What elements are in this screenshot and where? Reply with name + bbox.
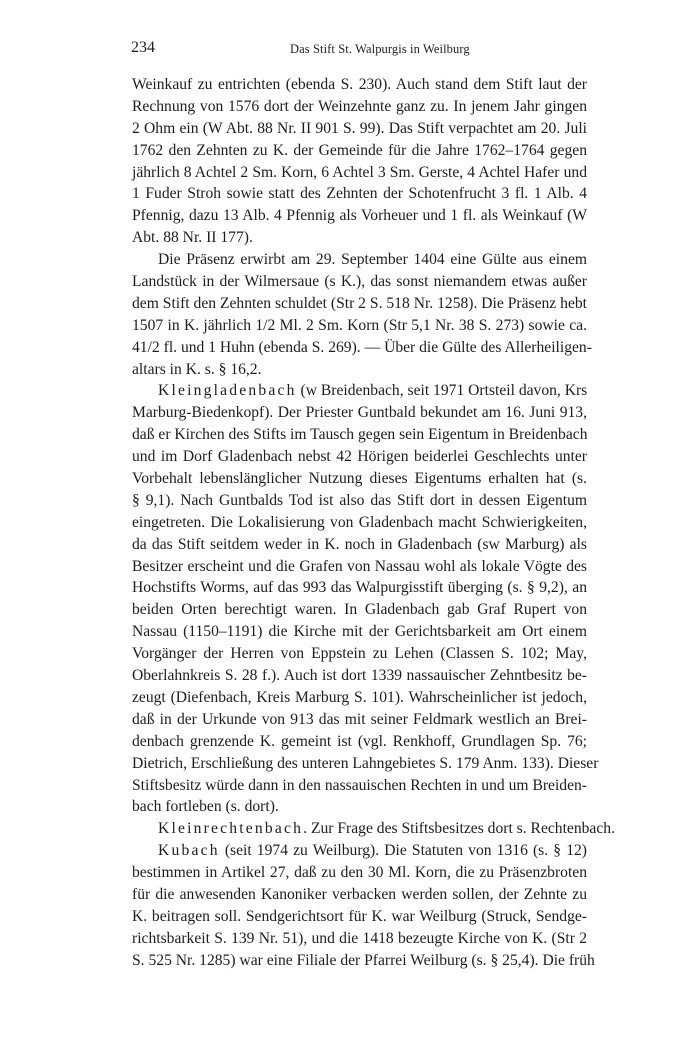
text-line: jährlich 8 Achtel 2 Sm. Korn, 6 Achtel 3 Sm. Gerste, 4 Achtel Hafer und: [132, 163, 587, 181]
text-line: und im Dorf Gladenbach nebst 42 Hörigen beiderlei Geschlechts unter: [132, 448, 587, 466]
text-line: dem Stift den Zehnten schuldet (Str 2 S. 518 Nr. 1258). Die Präsenz hebt: [132, 294, 587, 312]
text-line: [132, 818, 615, 840]
text-line: Vorbehalt lebenslänglicher Nutzung dieses Eigentums erhalten hat (s.: [132, 470, 587, 488]
text-line: eingetreten. Die Lokalisierung von Gladenbach macht Schwierigkeiten,: [132, 513, 587, 531]
text-line: daß in der Urkunde von 913 das mit seiner Feldmark westlich an Brei-: [132, 710, 587, 728]
text-line: da das Stift seitdem weder in K. noch in Gladenbach (sw Marburg) als: [132, 535, 587, 553]
text-line: zeugt (Diefenbach, Kreis Marburg S. 101). Wahrscheinlicher ist jedoch,: [132, 688, 587, 706]
text-line: 1 Fuder Stroh sowie statt des Zehnten der Schotenfrucht 3 fl. 1 Alb. 4: [132, 185, 587, 203]
text-line: Marburg-Biedenkopf). Der Priester Guntbald bekundet am 16. Juni 913,: [132, 404, 587, 422]
place-name: Kleingladenbach: [158, 382, 297, 400]
text-line: Weinkauf zu entrichten (ebenda S. 230). Auch stand dem Stift laut der: [132, 76, 587, 93]
text-line: daß er Kirchen des Stifts im Tausch gegen sein Eigentum in Breidenbach: [132, 426, 588, 444]
text-line: bestimmen in Artikel 27, daß zu den 30 Ml. Korn, die zu Präsenzbroten: [132, 864, 587, 882]
text-line: [132, 840, 587, 862]
text-line: altars in K. s. § 16,2.: [132, 360, 262, 378]
running-head: Das Stift St. Walpurgis in Weilburg: [290, 42, 470, 56]
text-line: Dietrich, Erschließung des unteren Lahngebietes S. 179 Anm. 133). Dieser: [132, 754, 599, 772]
text-line: 41/2 fl. und 1 Huhn (ebenda S. 269). — Über die Gülte des Allerheiligen-: [132, 338, 592, 356]
text-line: richtsbarkeit S. 139 Nr. 51), und die 1418 bezeugte Kirche von K. (Str 2: [132, 929, 587, 947]
text-line: Stiftsbesitz würde dann in den nassauischen Rechten in und um Breiden-: [132, 776, 587, 794]
text-line: beiden Orten berechtigt waren. In Gladenbach gab Graf Rupert von: [132, 601, 587, 619]
text-run: . Zur Frage des Stiftsbesitzes dort s. Rechtenbach.: [303, 820, 615, 838]
text-line: Die Präsenz erwirbt am 29. September 1404 eine Gülte aus einem: [158, 251, 587, 269]
text-line: 1507 in K. jährlich 1/2 Ml. 2 Sm. Korn (Str 5,1 Nr. 38 S. 273) sowie ca.: [132, 316, 587, 334]
text-line: denbach grenzende K. gemeint ist (vgl. Renkhoff, Grundlagen Sp. 76;: [132, 732, 587, 750]
body-text: [132, 74, 615, 972]
text-line: S. 525 Nr. 1285) war eine Filiale der Pfarrei Weilburg (s. § 25,4). Die früh: [132, 951, 595, 969]
text-line: Besitzer erscheint und die Grafen von Nassau wohl als lokale Vögte des: [132, 557, 587, 575]
place-name: Kleinrechtenbach: [158, 820, 304, 838]
text-line: Rechnung von 1576 dort der Weinzehnte ganz zu. In jenem Jahr gingen: [132, 97, 587, 115]
text-line: K. beitragen soll. Sendgerichtsort für K. war Weilburg (Struck, Sendge-: [132, 907, 587, 925]
text-line: 1762 den Zehnten zu K. der Gemeinde für die Jahre 1762–1764 gegen: [132, 141, 587, 159]
text-line: Landstück in der Wilmersaue (s K.), das sonst niemandem etwas außer: [132, 273, 587, 291]
text-line: für die anwesenden Kanoniker verbacken werden sollen, der Zehnte zu: [132, 885, 587, 903]
text-line: Abt. 88 Nr. II 177).: [132, 229, 253, 247]
text-line: Hochstifts Worms, auf das 993 das Walpurgisstift überging (s. § 9,2), an: [132, 579, 587, 597]
place-name: Kubach: [158, 842, 220, 860]
page-number: 234: [131, 39, 155, 56]
text-line: [132, 380, 587, 402]
text-run: (seit 1974 zu Weilburg). Die Statuten von 1316 (s. § 12): [219, 842, 587, 860]
text-line: Oberlahnkreis S. 28 f.). Auch ist dort 1339 nassauischer Zehntbesitz be-: [132, 667, 587, 685]
text-line: § 9,1). Nach Guntbalds Tod ist also das Stift dort in dessen Eigentum: [132, 491, 587, 509]
text-line: 2 Ohm ein (W Abt. 88 Nr. II 901 S. 99). Das Stift verpachtet am 20. Juli: [132, 119, 587, 137]
text-line: bach fortleben (s. dort).: [132, 798, 279, 816]
text-line: Pfennig, dazu 13 Alb. 4 Pfennig als Vorheuer und 1 fl. als Weinkauf (W: [132, 207, 587, 225]
text-run: (w Breidenbach, seit 1971 Ortsteil davon, Krs: [296, 382, 588, 400]
text-line: Vorgänger der Herren von Eppstein zu Lehen (Classen S. 102; May,: [132, 645, 587, 663]
text-line: Nassau (1150–1191) die Kirche mit der Gerichtsbarkeit am Ort einem: [132, 623, 587, 641]
